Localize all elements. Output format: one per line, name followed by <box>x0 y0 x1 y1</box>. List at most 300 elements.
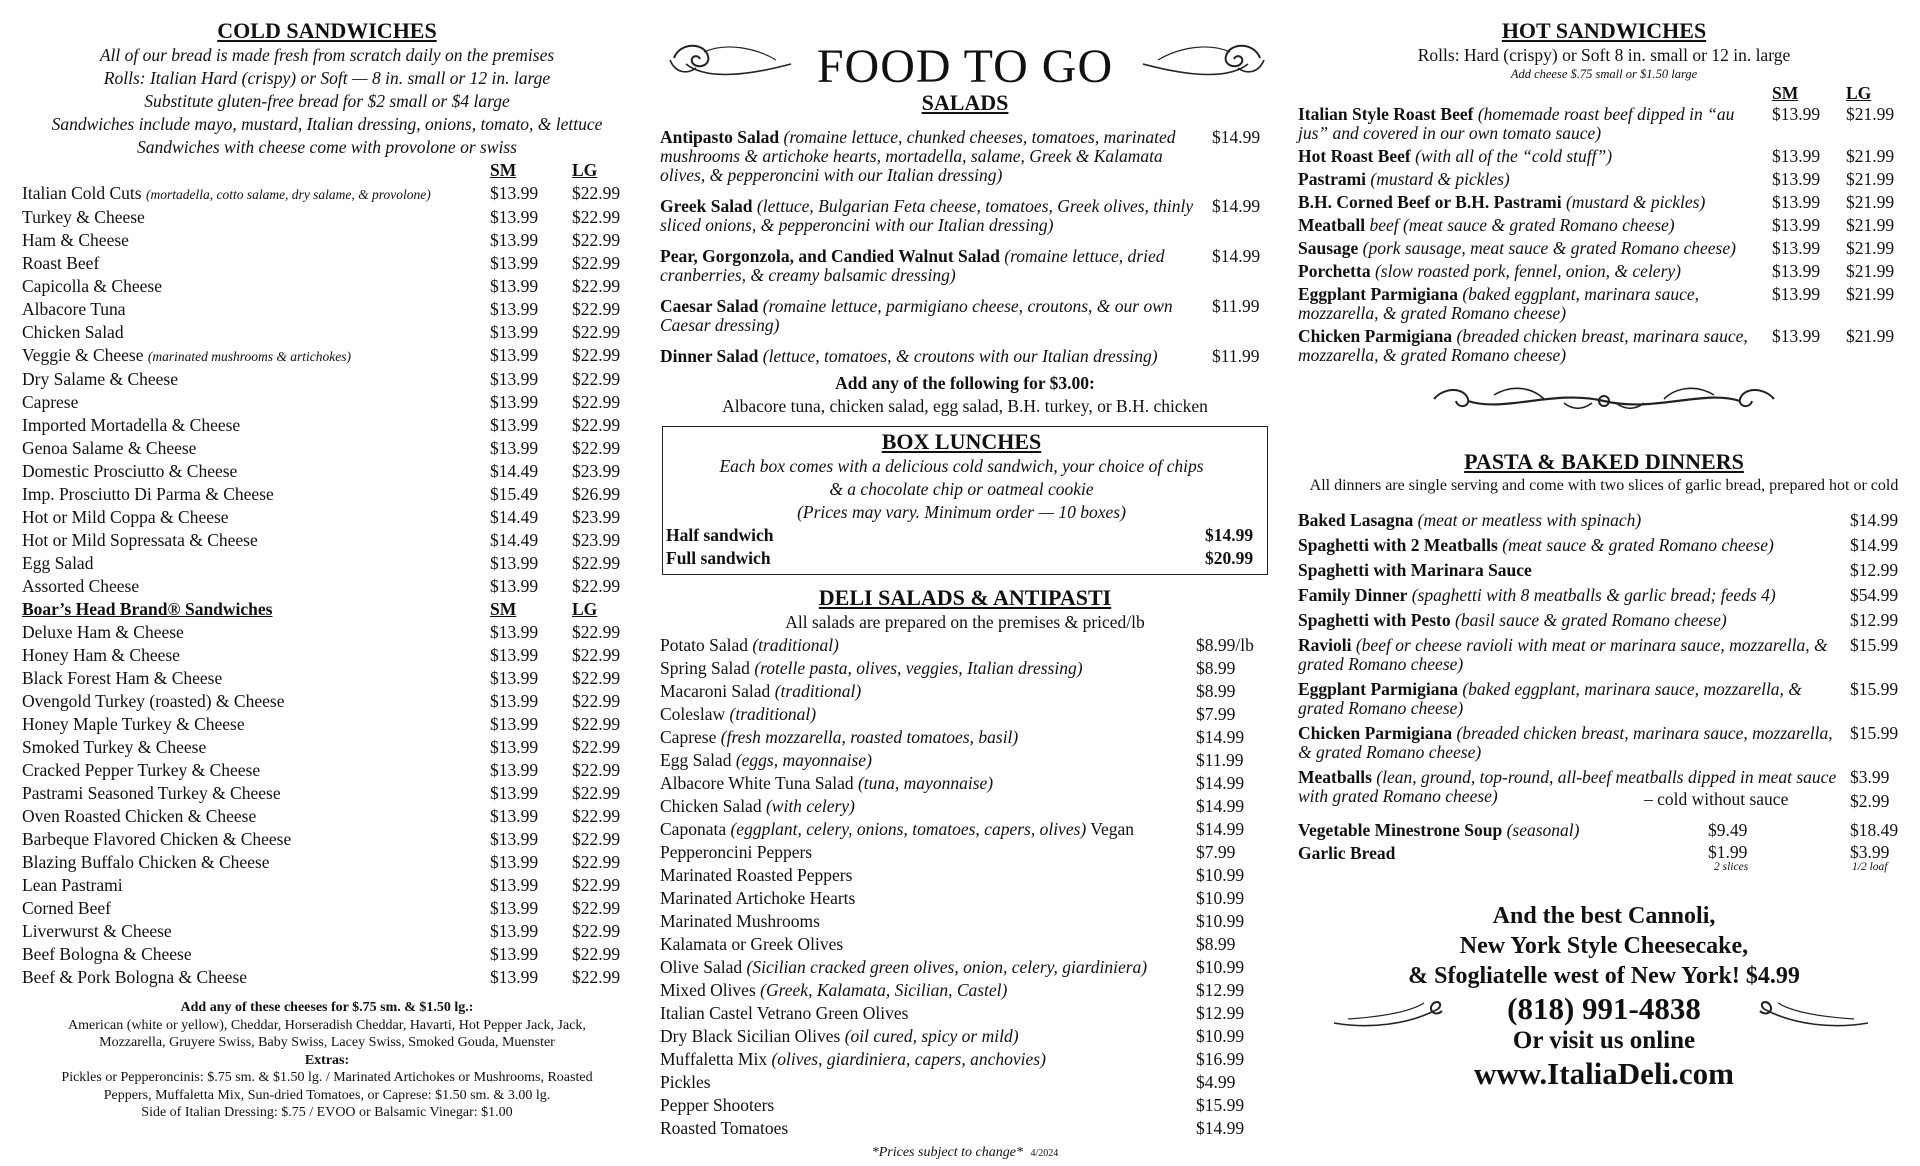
hot-name-cell <box>1298 239 1772 258</box>
salad-name: Caesar Salad <box>660 296 759 316</box>
hot-price-lg: $21.99 <box>1846 284 1895 304</box>
salad-add-title: Add any of the following for $3.00: <box>835 373 1095 393</box>
menu-item-row <box>22 321 632 344</box>
dinner-price: $14.99 <box>1850 510 1899 530</box>
item-price-sm: $13.99 <box>490 967 539 987</box>
deli-salads-title: DELI SALADS & ANTIPASTI <box>818 585 1112 610</box>
item-price-lg: $22.99 <box>572 714 621 734</box>
hot-row <box>1298 216 1910 235</box>
garlic-bread-row <box>1298 842 1910 873</box>
hot-price-sm: $13.99 <box>1772 261 1821 281</box>
cold-sandwiches-title: COLD SANDWICHES <box>217 18 437 43</box>
salad-row <box>660 128 1270 185</box>
box-line: Each box comes with a delicious cold sandwich, your choice of chips <box>719 456 1204 476</box>
dinner-name: Spaghetti with 2 Meatballs <box>1298 535 1498 555</box>
salad-row <box>660 247 1270 285</box>
item-name: Hot or Mild Coppa & Cheese <box>22 507 229 527</box>
item-price-sm: $13.99 <box>490 622 539 642</box>
dinner-price: $15.99 <box>1850 679 1899 699</box>
item-price-sm: $14.49 <box>490 461 539 481</box>
hot-name: Meatball <box>1298 215 1366 235</box>
dinner-name-cell <box>1298 724 1850 762</box>
menu-item-row <box>22 828 632 851</box>
extras-title: Extras: <box>304 1052 350 1068</box>
deli-name-cell <box>660 933 1196 956</box>
item-name: Corned Beef <box>22 898 111 918</box>
item-price-sm: $13.99 <box>490 898 539 918</box>
deli-desc: (oil cured, spicy or mild) <box>844 1026 1019 1046</box>
item-price-lg: $22.99 <box>572 852 621 872</box>
menu-item-row <box>22 759 632 782</box>
item-name-cell <box>22 966 490 989</box>
box-line: (Prices may vary. Minimum order — 10 boxes) <box>797 502 1126 522</box>
item-name-cell <box>22 321 490 344</box>
item-desc: (mortadella, cotto salame, dry salame, & provolone) <box>145 187 431 202</box>
deli-price: $10.99 <box>1196 1026 1245 1046</box>
item-price-lg: $22.99 <box>572 760 621 780</box>
hot-sandwiches-column <box>1298 0 1910 1091</box>
deli-price: $10.99 <box>1196 957 1245 977</box>
deli-row <box>660 818 1270 841</box>
dinner-name: Chicken Parmigiana <box>1298 723 1453 743</box>
deli-price: $14.99 <box>1196 819 1245 839</box>
hot-name: Chicken Parmigiana <box>1298 326 1453 346</box>
item-price-sm: $13.99 <box>490 438 539 458</box>
deli-name-cell <box>660 887 1196 910</box>
item-name: Veggie & Cheese <box>22 345 144 365</box>
deli-row <box>660 634 1270 657</box>
cold-intro-line: All of our bread is made fresh from scratch daily on the premises <box>99 45 555 65</box>
full-sandwich-label: Full sandwich <box>666 548 771 568</box>
item-name: Cracked Pepper Turkey & Cheese <box>22 760 261 780</box>
dinner-row <box>1298 724 1910 762</box>
deli-price: $14.99 <box>1196 773 1245 793</box>
deli-price: $12.99 <box>1196 980 1245 1000</box>
dinner-name-cell <box>1298 636 1850 674</box>
deli-name: Pepper Shooters <box>660 1095 775 1115</box>
hot-desc: (homemade roast beef dipped in “au jus” and covered in our own tomato sauce) <box>1298 104 1735 143</box>
deli-price: $15.99 <box>1196 1095 1245 1115</box>
dinner-row <box>1298 680 1910 718</box>
deli-desc: (traditional) <box>752 635 839 655</box>
hot-name: Hot Roast Beef <box>1298 146 1411 166</box>
item-name-cell <box>22 252 490 275</box>
menu-item-row <box>22 897 632 920</box>
hot-name: Italian Style Roast Beef <box>1298 104 1474 124</box>
food-to-go-column <box>660 0 1270 1163</box>
soup-sm: $9.49 <box>1708 820 1748 840</box>
deli-desc: (eggs, mayonnaise) <box>735 750 872 770</box>
hot-list <box>1298 105 1910 365</box>
hot-desc: beef (meat sauce & grated Romano cheese) <box>1369 215 1675 235</box>
hot-name-cell <box>1298 262 1772 281</box>
deli-row <box>660 979 1270 1002</box>
boars-head-header <box>22 598 632 621</box>
item-name: Turkey & Cheese <box>22 207 145 227</box>
menu-item-row <box>22 344 632 368</box>
hot-price-lg: $21.99 <box>1846 326 1895 346</box>
item-price-sm: $13.99 <box>490 415 539 435</box>
visit-online: Or visit us online <box>1512 1027 1696 1054</box>
item-name: Chicken Salad <box>22 322 124 342</box>
dinner-row <box>1298 561 1910 580</box>
item-name-cell <box>22 368 490 391</box>
item-price-lg: $23.99 <box>572 461 621 481</box>
deli-price: $4.99 <box>1196 1072 1236 1092</box>
garlic-bread-name: Garlic Bread <box>1298 843 1396 863</box>
deli-name: Muffaletta Mix <box>660 1049 768 1069</box>
cold-intro <box>22 44 632 159</box>
dinner-desc: (spaghetti with 8 meatballs & garlic bread; feeds 4) <box>1411 585 1776 605</box>
deli-name-cell <box>660 1094 1196 1117</box>
item-name: Imp. Prosciutto Di Parma & Cheese <box>22 484 274 504</box>
item-price-lg: $22.99 <box>572 369 621 389</box>
deli-price: $12.99 <box>1196 1003 1245 1023</box>
menu-item-row <box>22 920 632 943</box>
deli-name-cell <box>660 772 1196 795</box>
deli-name-cell <box>660 795 1196 818</box>
item-name: Egg Salad <box>22 553 94 573</box>
hot-row <box>1298 285 1910 323</box>
item-name-cell <box>22 529 490 552</box>
salad-desc: (lettuce, Bulgarian Feta cheese, tomatoes, Greek olives, thinly sliced onions, & pepperoncini with our Italian dressing) <box>660 196 1194 235</box>
deli-name-cell <box>660 1002 1196 1025</box>
item-name: Deluxe Ham & Cheese <box>22 622 184 642</box>
hot-name: Porchetta <box>1298 261 1371 281</box>
item-name-cell <box>22 644 490 667</box>
salad-name: Pear, Gorgonzola, and Candied Walnut Salad <box>660 246 1000 266</box>
dinner-name: Spaghetti with Pesto <box>1298 610 1451 630</box>
item-price-sm: $13.99 <box>490 576 539 596</box>
deli-name: Mixed Olives <box>660 980 756 1000</box>
hot-name-cell <box>1298 170 1772 189</box>
cold-intro-line: Sandwiches with cheese come with provolone or swiss <box>137 137 517 157</box>
deli-price: $8.99 <box>1196 681 1236 701</box>
hot-name-cell <box>1298 216 1772 235</box>
deli-row <box>660 841 1270 864</box>
item-name: Lean Pastrami <box>22 875 123 895</box>
pasta-intro: All dinners are single serving and come with two slices of garlic bread, prepared hot or cold <box>1309 477 1899 494</box>
dinner-price: $54.99 <box>1850 585 1899 605</box>
deli-price: $7.99 <box>1196 704 1236 724</box>
item-price-sm: $13.99 <box>490 253 539 273</box>
deli-price: $8.99 <box>1196 658 1236 678</box>
garlic-bread-sm: $1.99 <box>1708 842 1748 862</box>
hot-row <box>1298 105 1910 143</box>
item-name-cell <box>22 182 490 206</box>
hot-name: Eggplant Parmigiana <box>1298 284 1458 304</box>
deli-name: Albacore White Tuna Salad <box>660 773 854 793</box>
item-price-lg: $22.99 <box>572 783 621 803</box>
extras-list <box>22 1069 632 1122</box>
dinner-desc: (breaded chicken breast, marinara sauce, mozzarella, & grated Romano cheese) <box>1298 723 1833 762</box>
dinner-desc: (meat sauce & grated Romano cheese) <box>1502 535 1774 555</box>
deli-row <box>660 772 1270 795</box>
box-lines <box>666 455 1257 524</box>
salad-desc: (lettuce, tomatoes, & croutons with our Italian dressing) <box>762 346 1158 366</box>
meatballs-cold-price: $2.99 <box>1850 791 1890 811</box>
item-name-cell <box>22 206 490 229</box>
menu-item-row <box>22 506 632 529</box>
menu-item-row <box>22 182 632 206</box>
item-name-cell <box>22 344 490 368</box>
dinner-name-cell <box>1298 680 1850 718</box>
cold-list <box>22 182 632 598</box>
item-price-sm: $13.99 <box>490 392 539 412</box>
item-price-lg: $22.99 <box>572 921 621 941</box>
item-price-sm: $13.99 <box>490 276 539 296</box>
soup-row <box>1298 819 1910 842</box>
item-name-cell <box>22 391 490 414</box>
deli-name: Macaroni Salad <box>660 681 771 701</box>
deli-price: $14.99 <box>1196 727 1245 747</box>
item-name: Ham & Cheese <box>22 230 129 250</box>
dinner-row <box>1298 611 1910 630</box>
garlic-bread-lg: $3.99 <box>1850 842 1890 862</box>
salad-desc: (romaine lettuce, chunked cheeses, tomatoes, marinated mushrooms & artichoke hearts, mortadella, salame, Greek & Kalamata olives, & pepperoncini with our Italian dressing) <box>660 127 1176 185</box>
website-link[interactable]: www.ItaliaDeli.com <box>1473 1056 1735 1091</box>
menu-item-row <box>22 229 632 252</box>
hot-name-cell <box>1298 285 1772 323</box>
cheese-line: Mozzarella, Gruyere Swiss, Baby Swiss, Lacey Swiss, Smoked Gouda, Muenster <box>99 1035 555 1050</box>
deli-name-cell <box>660 1117 1196 1140</box>
item-price-sm: $13.99 <box>490 829 539 849</box>
deli-price: $14.99 <box>1196 1118 1245 1138</box>
item-price-sm: $14.49 <box>490 530 539 550</box>
item-name: Hot or Mild Sopressata & Cheese <box>22 530 258 550</box>
hot-name-cell <box>1298 105 1772 143</box>
deli-list <box>660 634 1270 1140</box>
item-name: Beef & Pork Bologna & Cheese <box>22 967 248 987</box>
item-name-cell <box>22 782 490 805</box>
item-price-sm: $13.99 <box>490 691 539 711</box>
sm-header: SM <box>490 160 517 180</box>
dinner-name-cell <box>1298 536 1850 555</box>
item-price-sm: $14.49 <box>490 507 539 527</box>
hot-price-lg: $21.99 <box>1846 261 1895 281</box>
deli-name: Egg Salad <box>660 750 732 770</box>
deli-desc: (traditional) <box>729 704 817 724</box>
item-name: Honey Maple Turkey & Cheese <box>22 714 245 734</box>
sm-header: SM <box>490 599 517 619</box>
item-price-lg: $22.99 <box>572 576 621 596</box>
food-to-go-title: FOOD TO GO <box>816 40 1114 93</box>
boars-list <box>22 621 632 989</box>
deli-desc: (olives, giardiniera, capers, anchovies) <box>771 1049 1046 1069</box>
box-lunches-box <box>662 426 1268 575</box>
phone-number[interactable]: (818) 991-4838 <box>1507 991 1701 1026</box>
lg-header: LG <box>572 160 598 180</box>
cheese-line: American (white or yellow), Cheddar, Horseradish Cheddar, Havarti, Hot Pepper Jack, Jack, <box>68 1017 586 1033</box>
meatballs-desc: (lean, ground, top-round, all-beef meatballs dipped in meat sauce with grated Romano cheese) <box>1298 767 1837 806</box>
salad-name: Antipasto Salad <box>660 127 780 147</box>
deli-price: $11.99 <box>1196 750 1244 770</box>
deli-name: Pepperoncini Peppers <box>660 842 813 862</box>
menu-item-row <box>22 966 632 989</box>
lg-header: LG <box>572 599 598 619</box>
item-price-sm: $13.99 <box>490 944 539 964</box>
item-price-sm: $13.99 <box>490 760 539 780</box>
salad-desc: (romaine lettuce, dried cranberries, & creamy balsamic dressing) <box>660 246 1165 285</box>
menu-item-row <box>22 874 632 897</box>
lg-header: LG <box>1846 83 1872 103</box>
item-name: Domestic Prosciutto & Cheese <box>22 461 238 481</box>
hot-sandwiches-title: HOT SANDWICHES <box>1501 18 1707 43</box>
salad-name: Dinner Salad <box>660 346 759 366</box>
salads-list <box>660 128 1270 366</box>
deli-desc: (rotelle pasta, olives, veggies, Italian dressing) <box>754 658 1083 678</box>
item-name: Oven Roasted Chicken & Cheese <box>22 806 257 826</box>
deli-desc: (fresh mozzarella, roasted tomatoes, basil) <box>720 727 1019 747</box>
deli-desc: (with celery) <box>765 796 855 816</box>
item-name-cell <box>22 874 490 897</box>
deli-name: Pickles <box>660 1072 711 1092</box>
hot-name: Sausage <box>1298 238 1359 258</box>
deli-extra: Vegan <box>1090 819 1135 839</box>
deli-desc: (eggplant, celery, onions, tomatoes, capers, olives) <box>730 819 1087 839</box>
hot-price-lg: $21.99 <box>1846 169 1895 189</box>
hot-row <box>1298 239 1910 258</box>
menu-item-row <box>22 298 632 321</box>
item-name-cell <box>22 229 490 252</box>
hot-name-cell <box>1298 193 1772 212</box>
soup-name: Vegetable Minestrone Soup <box>1298 820 1503 840</box>
deli-row <box>660 749 1270 772</box>
promo-line: And the best Cannoli, <box>1492 903 1716 929</box>
salad-add-list: Albacore tuna, chicken salad, egg salad, B.H. turkey, or B.H. chicken <box>722 396 1208 416</box>
promo-lines <box>1298 901 1910 991</box>
dinner-row <box>1298 536 1910 555</box>
deli-row <box>660 1094 1270 1117</box>
deli-row <box>660 1048 1270 1071</box>
item-price-sm: $13.99 <box>490 299 539 319</box>
center-flourish-icon <box>1424 379 1784 419</box>
item-price-lg: $22.99 <box>572 207 621 227</box>
deli-name: Caponata <box>660 819 727 839</box>
hot-desc: (slow roasted pork, fennel, onion, & celery) <box>1374 261 1681 281</box>
item-price-sm: $13.99 <box>490 369 539 389</box>
deli-name: Caprese <box>660 727 717 747</box>
item-price-lg: $26.99 <box>572 484 621 504</box>
deli-row <box>660 910 1270 933</box>
dinner-name: Ravioli <box>1298 635 1352 655</box>
dinner-row <box>1298 511 1910 530</box>
dinner-name-cell <box>1298 511 1850 530</box>
menu-item-row <box>22 552 632 575</box>
extras-line: Peppers, Muffaletta Mix, Sun-dried Tomatoes, or Caprese: $1.50 sm. & 3.00 lg. <box>103 1087 551 1103</box>
deli-name: Italian Castel Vetrano Green Olives <box>660 1003 909 1023</box>
hot-price-lg: $21.99 <box>1846 238 1895 258</box>
hot-desc: (mustard & pickles) <box>1370 169 1510 189</box>
item-price-lg: $22.99 <box>572 668 621 688</box>
deli-name: Marinated Roasted Peppers <box>660 865 853 885</box>
deli-name-cell <box>660 1025 1196 1048</box>
right-footer-flourish-icon <box>1754 995 1874 1035</box>
item-price-sm: $13.99 <box>490 737 539 757</box>
salad-price: $14.99 <box>1212 127 1261 147</box>
cold-size-header <box>22 159 632 182</box>
deli-name: Olive Salad <box>660 957 743 977</box>
salad-desc: (romaine lettuce, parmigiano cheese, croutons, & our own Caesar dressing) <box>660 296 1173 335</box>
item-name-cell <box>22 575 490 598</box>
salad-price: $11.99 <box>1212 346 1260 366</box>
item-name: Dry Salame & Cheese <box>22 369 178 389</box>
menu-item-row <box>22 529 632 552</box>
salad-name-cell <box>660 197 1212 235</box>
garlic-bread-lg-note: 1/2 loaf <box>1852 861 1888 873</box>
item-name: Pastrami Seasoned Turkey & Cheese <box>22 783 281 803</box>
half-sandwich-row <box>666 524 1257 547</box>
item-price-lg: $22.99 <box>572 553 621 573</box>
menu-item-row <box>22 575 632 598</box>
item-name: Black Forest Ham & Cheese <box>22 668 223 688</box>
cold-intro-line: Rolls: Italian Hard (crispy) or Soft — 8 in. small or 12 in. large <box>103 68 551 88</box>
hot-price-sm: $13.99 <box>1772 284 1821 304</box>
item-price-lg: $22.99 <box>572 183 621 203</box>
left-flourish-icon <box>666 34 796 84</box>
dinner-desc: (baked eggplant, marinara sauce, mozzarella, & grated Romano cheese) <box>1298 679 1802 718</box>
item-price-lg: $22.99 <box>572 944 621 964</box>
menu-item-row <box>22 644 632 667</box>
salad-name: Greek Salad <box>660 196 753 216</box>
item-name-cell <box>22 621 490 644</box>
item-price-sm: $13.99 <box>490 645 539 665</box>
menu-item-row <box>22 621 632 644</box>
deli-price: $8.99 <box>1196 934 1236 954</box>
hot-row <box>1298 327 1910 365</box>
item-price-sm: $13.99 <box>490 714 539 734</box>
item-price-lg: $22.99 <box>572 438 621 458</box>
hot-row <box>1298 193 1910 212</box>
deli-name-cell <box>660 749 1196 772</box>
extras-line: Pickles or Pepperoncinis: $.75 sm. & $1.50 lg. / Marinated Artichokes or Mushrooms, Roasted <box>61 1070 593 1085</box>
deli-name-cell <box>660 1071 1196 1094</box>
dinner-name-cell <box>1298 561 1850 580</box>
soup-desc: (seasonal) <box>1506 820 1580 840</box>
deli-row <box>660 864 1270 887</box>
cold-intro-line: Sandwiches include mayo, mustard, Italian dressing, onions, tomato, & lettuce <box>51 114 603 134</box>
box-lunches-title: BOX LUNCHES <box>881 429 1042 454</box>
footnote-text: *Prices subject to change* <box>871 1145 1023 1160</box>
deli-name-cell <box>660 726 1196 749</box>
dinner-name: Spaghetti with Marinara Sauce <box>1298 560 1532 580</box>
deli-name-cell <box>660 634 1196 657</box>
dinner-list <box>1298 511 1910 762</box>
deli-price: $8.99/lb <box>1196 635 1254 655</box>
menu-item-row <box>22 391 632 414</box>
item-price-lg: $22.99 <box>572 737 621 757</box>
item-price-lg: $22.99 <box>572 622 621 642</box>
item-name: Genoa Salame & Cheese <box>22 438 197 458</box>
price-footnote <box>660 1144 1270 1163</box>
full-sandwich-price: $20.99 <box>1205 548 1254 568</box>
deli-price: $10.99 <box>1196 911 1245 931</box>
deli-name: Chicken Salad <box>660 796 762 816</box>
deli-intro: All salads are prepared on the premises & priced/lb <box>785 612 1145 632</box>
cheese-list <box>22 1017 632 1052</box>
hot-price-sm: $13.99 <box>1772 146 1821 166</box>
hot-price-sm: $13.99 <box>1772 169 1821 189</box>
menu-item-row <box>22 368 632 391</box>
hot-price-lg: $21.99 <box>1846 215 1895 235</box>
item-price-lg: $22.99 <box>572 806 621 826</box>
dinner-desc: (meat or meatless with spinach) <box>1417 510 1642 530</box>
menu-item-row <box>22 690 632 713</box>
item-price-sm: $13.99 <box>490 852 539 872</box>
item-name-cell <box>22 828 490 851</box>
hot-row <box>1298 170 1910 189</box>
dinner-name: Family Dinner <box>1298 585 1408 605</box>
